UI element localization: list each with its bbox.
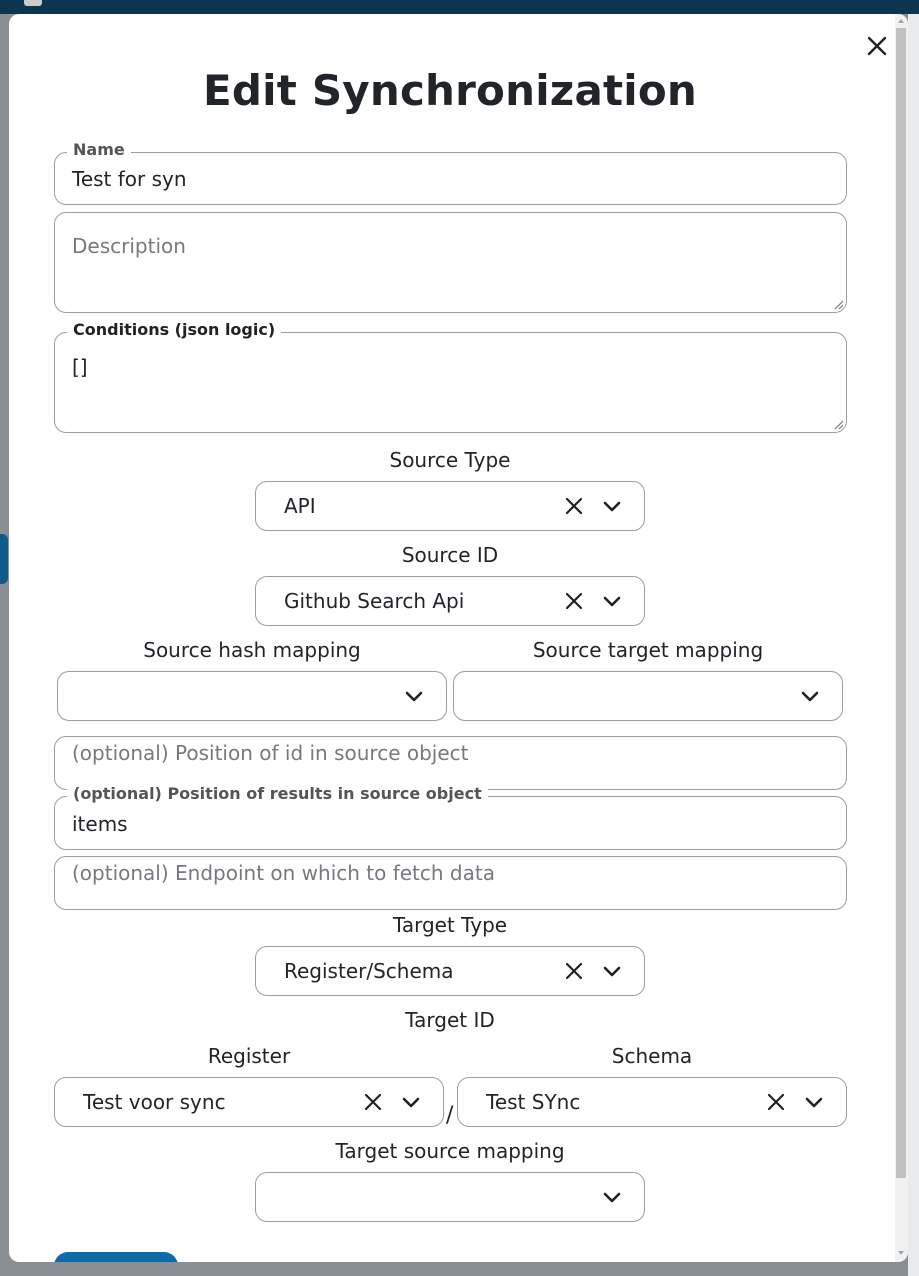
target-type-value: Register/Schema: [284, 959, 454, 983]
source-type-label: Source Type: [389, 448, 511, 472]
description-textarea[interactable]: [54, 212, 847, 313]
chevron-down-icon[interactable]: [399, 1092, 423, 1114]
conditions-legend: Conditions (json logic): [67, 320, 281, 339]
endpoint-input[interactable]: [54, 856, 847, 910]
source-hash-mapping-select[interactable]: [57, 671, 447, 721]
schema-value: Test SYnc: [486, 1090, 581, 1114]
results-position-input[interactable]: [54, 784, 847, 850]
target-type-label: Target Type: [392, 913, 508, 937]
conditions-textarea[interactable]: [54, 320, 847, 433]
register-label: Register: [207, 1044, 291, 1068]
id-position-input[interactable]: [54, 736, 847, 790]
x-icon[interactable]: [563, 590, 585, 612]
resize-handle-icon[interactable]: [832, 298, 844, 310]
chevron-down-icon[interactable]: [402, 686, 426, 708]
source-type-value: API: [284, 494, 316, 518]
target-source-mapping-select[interactable]: [255, 1172, 645, 1222]
modal-title: Edit Synchronization: [202, 66, 698, 115]
endpoint-placeholder: (optional) Endpoint on which to fetch data: [72, 861, 495, 885]
scroll-up-arrow-icon[interactable]: [896, 16, 906, 26]
chevron-down-icon[interactable]: [802, 1092, 826, 1114]
source-id-value: Github Search Api: [284, 589, 465, 613]
target-type-select[interactable]: [255, 946, 645, 996]
target-source-mapping-label: Target source mapping: [335, 1139, 565, 1163]
source-id-label: Source ID: [401, 543, 499, 567]
close-icon[interactable]: [864, 33, 890, 59]
modal-scrollbar-thumb[interactable]: [896, 28, 906, 1178]
source-type-select[interactable]: [255, 481, 645, 531]
save-button[interactable]: [54, 1252, 178, 1262]
results-position-value: items: [72, 812, 128, 836]
conditions-value: []: [72, 355, 88, 379]
chevron-down-icon[interactable]: [600, 1187, 624, 1209]
schema-label: Schema: [611, 1044, 693, 1068]
source-target-mapping-select[interactable]: [453, 671, 843, 721]
resize-handle-icon[interactable]: [832, 418, 844, 430]
x-icon[interactable]: [765, 1091, 787, 1113]
chevron-down-icon[interactable]: [600, 496, 624, 518]
x-icon[interactable]: [362, 1091, 384, 1113]
register-value: Test voor sync: [83, 1090, 226, 1114]
background-page-edge: [908, 14, 919, 1276]
chevron-down-icon[interactable]: [798, 686, 822, 708]
register-select[interactable]: [54, 1077, 444, 1127]
name-value: Test for syn: [72, 167, 187, 191]
x-icon[interactable]: [563, 960, 585, 982]
results-position-legend: (optional) Position of results in source object: [67, 784, 488, 803]
scroll-down-arrow-icon[interactable]: [896, 1248, 906, 1258]
source-id-select[interactable]: [255, 576, 645, 626]
app-top-bar-item: [24, 0, 42, 6]
source-hash-mapping-label: Source hash mapping: [143, 638, 361, 662]
x-icon[interactable]: [563, 495, 585, 517]
source-target-mapping-label: Source target mapping: [532, 638, 764, 662]
schema-select[interactable]: [457, 1077, 847, 1127]
app-top-bar: [0, 0, 919, 14]
edit-synchronization-modal: [9, 14, 908, 1262]
background-sidebar-marker: [0, 534, 8, 584]
target-id-separator: /: [446, 1103, 454, 1128]
description-placeholder: Description: [72, 234, 186, 258]
chevron-down-icon[interactable]: [600, 591, 624, 613]
name-field[interactable]: [54, 140, 847, 205]
chevron-down-icon[interactable]: [600, 961, 624, 983]
name-legend: Name: [67, 140, 131, 159]
target-id-label: Target ID: [405, 1008, 495, 1032]
id-position-placeholder: (optional) Position of id in source object: [72, 741, 469, 765]
